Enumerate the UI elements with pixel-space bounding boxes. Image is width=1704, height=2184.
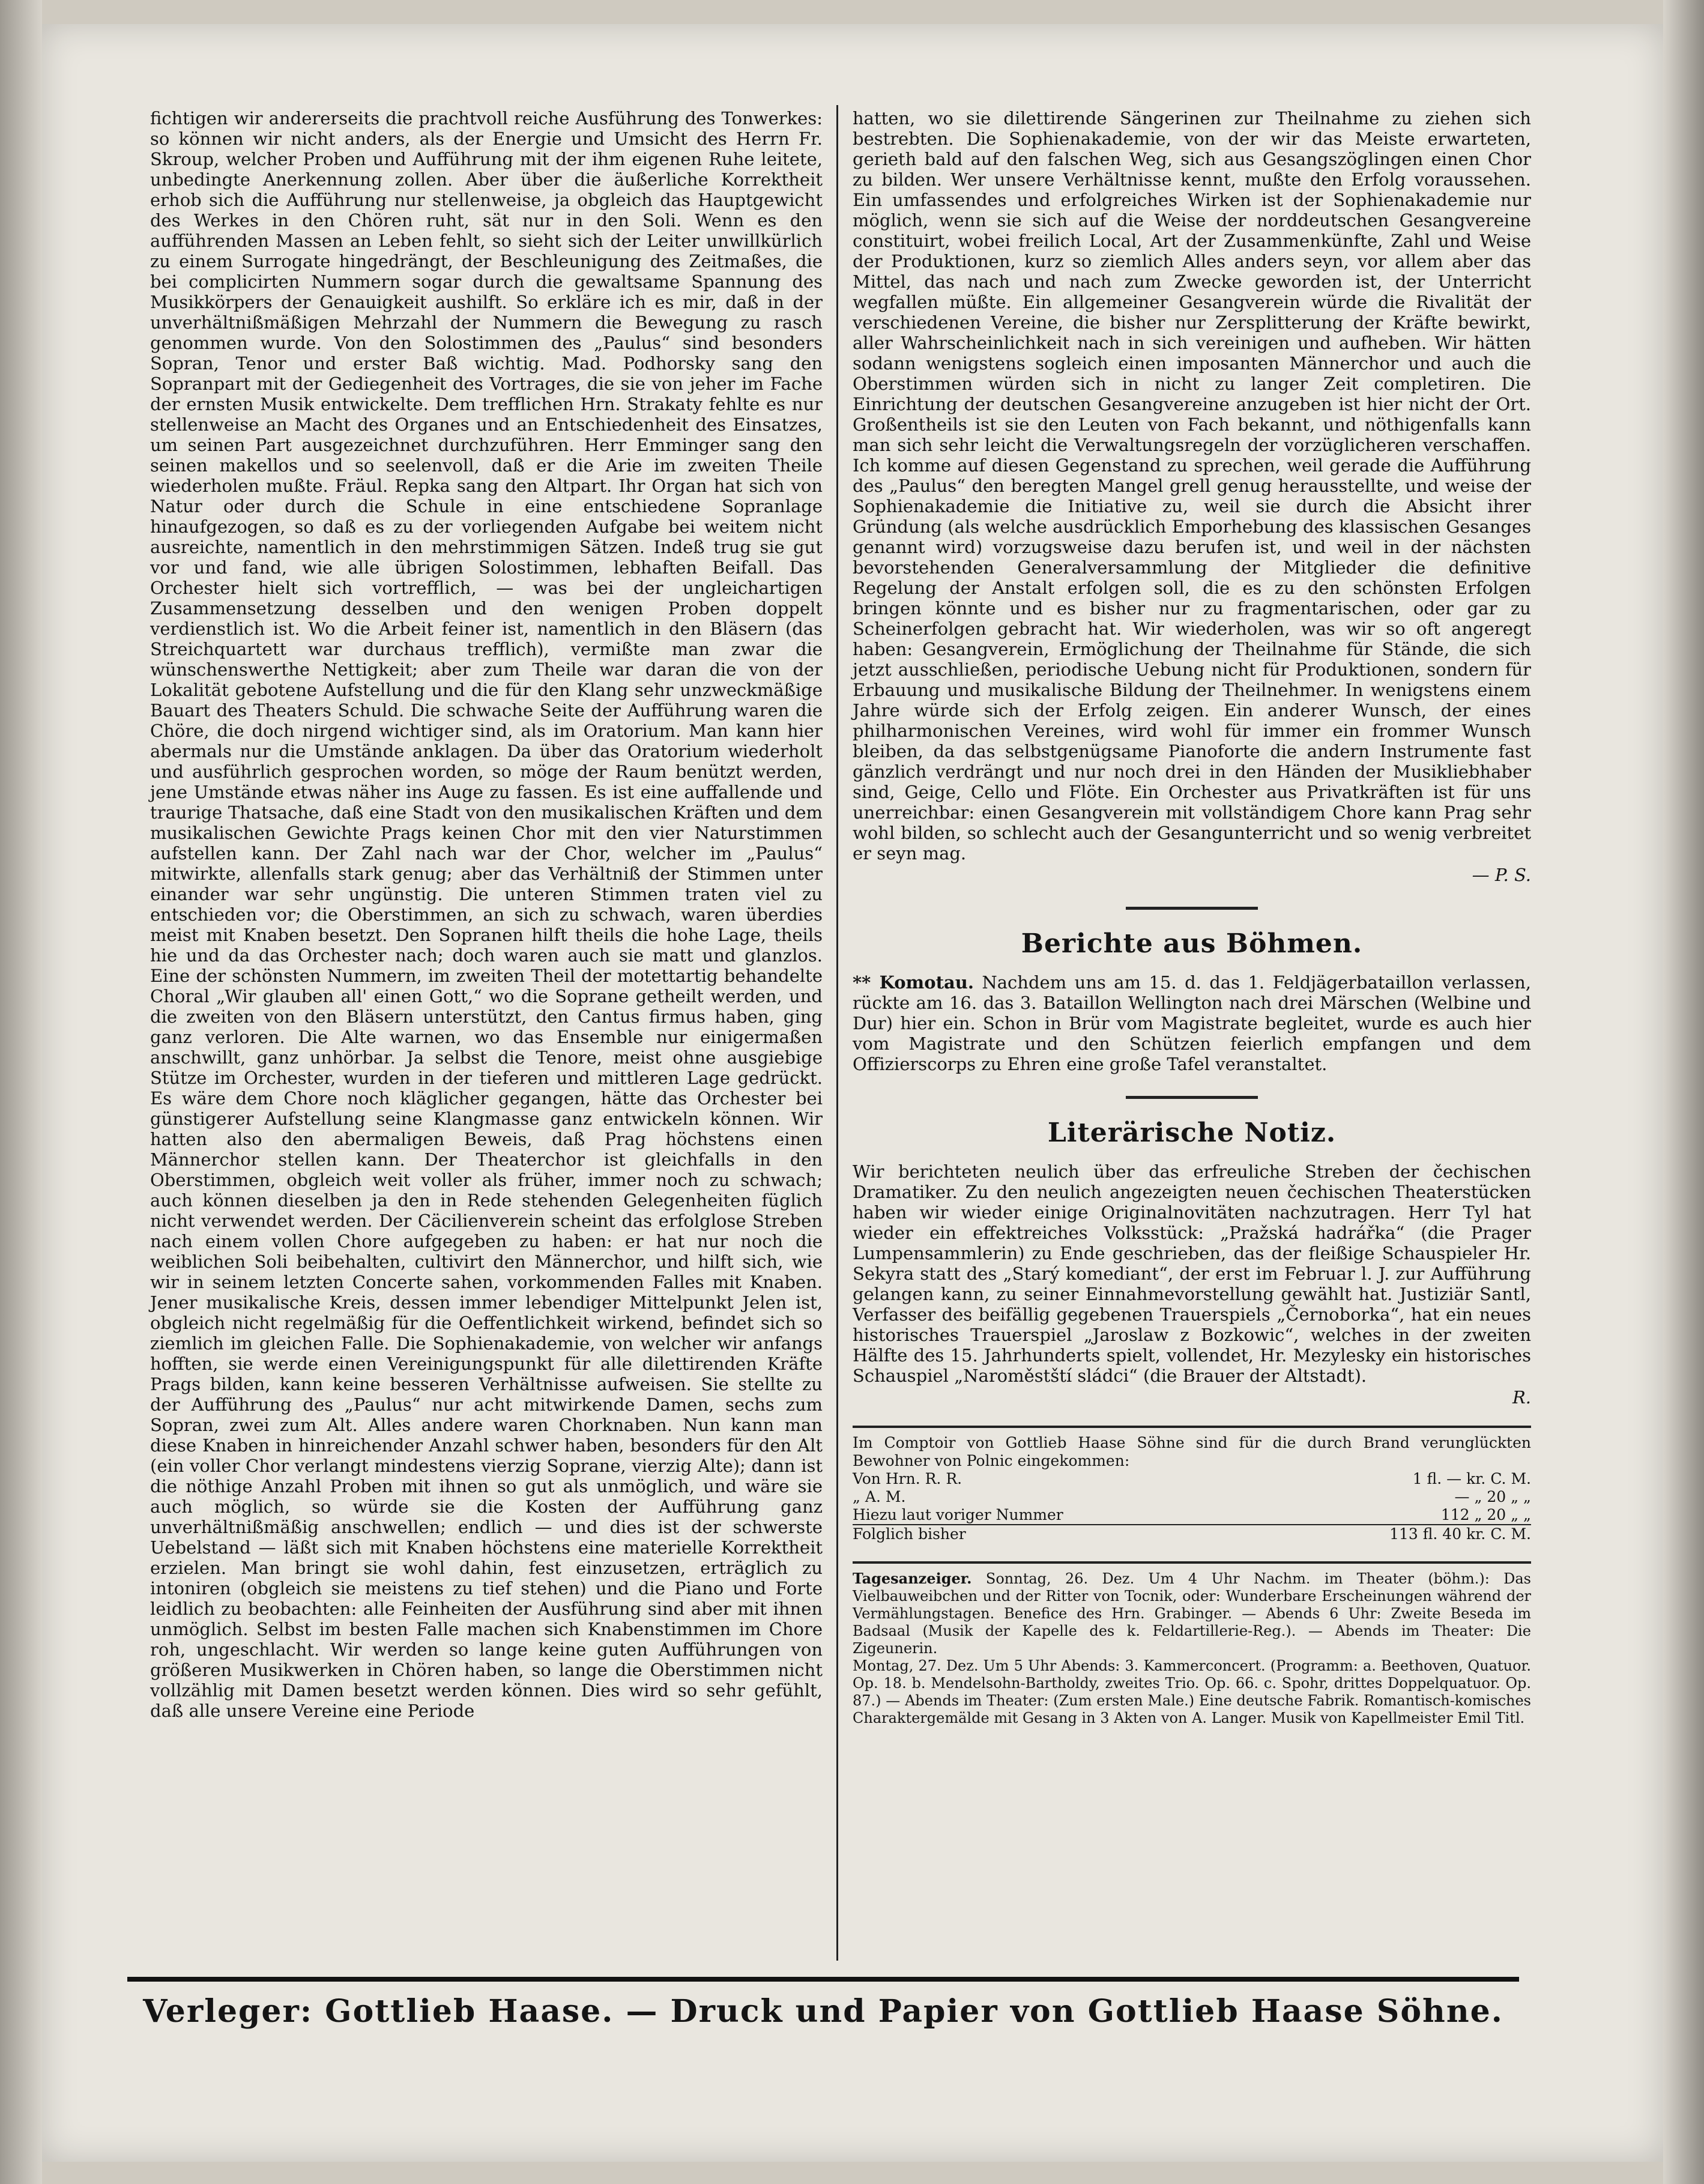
donation-top-rule	[853, 1426, 1531, 1428]
table-row	[853, 1488, 1531, 1506]
donation-label: Hiezu laut voriger Nummer	[853, 1506, 1063, 1523]
donation-amount: — „ 20 „ „	[1454, 1488, 1531, 1505]
donation-label: „ A. M.	[853, 1488, 906, 1505]
donation-amount: 1 fl. — kr. C. M.	[1412, 1470, 1531, 1487]
section-rule	[1126, 1096, 1258, 1099]
donation-amount: 112 „ 20 „ „	[1440, 1506, 1531, 1523]
page-left-edge	[0, 0, 42, 2184]
left-column	[150, 108, 823, 1721]
footer-rule	[127, 1977, 1519, 1982]
table-row	[853, 1470, 1531, 1488]
calendar-top-rule	[853, 1561, 1531, 1564]
right-column	[853, 108, 1531, 1727]
section-rule	[1126, 907, 1258, 910]
daily-calendar	[853, 1570, 1531, 1727]
section-title-berichte: Berichte aus Böhmen.	[1021, 928, 1363, 959]
table-row	[853, 1506, 1531, 1525]
calendar-entry	[853, 1570, 1531, 1657]
section-title-literarische: Literärische Notiz.	[1047, 1118, 1337, 1148]
calendar-lead: Tagesanzeiger.	[853, 1570, 972, 1587]
literary-signature: R.	[1512, 1387, 1531, 1408]
right-column-paragraph: hatten, wo sie dilettirende Sängerinen zur Theilnahme zu ziehen sich bestrebten. Die Sophienakademie, von der wir das Meiste erwarteten, gerieth bald auf den falschen Weg, sich aus Gesangszöglingen einen Chor zu bilden. Wer unsere Verhältnisse kennt, mußte den Erfolg voraussehen. Ein umfassendes und erfolgreiches Wirken ist der Sophienakademie nur möglich, wenn sie sich auf die Weise der norddeutschen Gesangvereine constituirt, wobei freilich Local, Art der Zusammenkünfte, Zahl und Weise der Produktionen, kurz so ziemlich Alles anders seyn, vor allem aber das Mittel, das nach und nach zum Zwecke geworden ist, der Unterricht wegfallen müßte. Ein allgemeiner Gesangverein würde die Rivalität der verschiedenen Vereine, die bisher nur Zersplitterung der Kräfte bewirkt, aller Wahrscheinlichkeit nach in sich vereinigen und aufheben. Wir hätten sodann wenigstens sogleich einen imposanten Männerchor und auch die Oberstimmen würden sich in nicht zu langer Zeit completiren. Die Einrichtung der deutschen Gesangvereine anzugeben ist hier nicht der Ort. Großentheils ist sie den Leuten von Fach bekannt, und nöthigenfalls kann man sich sehr leicht die Verwaltungsregeln der vorzüglicheren verschaffen. Ich komme auf diesen Gegenstand zu sprechen, weil gerade die Aufführung des „Paulus“ den beregten Mangel grell genug herausstellte, und weise der Sophienakademie die Initiative zu, weil sie durch die Absicht ihrer Gründung (als welche ausdrücklich Emporhebung des klassischen Gesanges genannt wird) vorzugsweise dazu berufen ist, und weil in der nächsten bevorstehenden Generalversammlung der Mitglieder die definitive Regelung der Anstalt erfolgen soll, die es zu den schönsten Erfolgen bringen könnte und es bisher nur zu fragmentarischen, oder gar zu Scheinerfolgen gebracht hat. Wir wiederholen, was wir so oft angeregt haben: Gesangverein, Ermöglichung der Theilnahme für Stände, die sich jetzt ausschließen, periodische Uebung nicht für Produktionen, sondern für Erbauung und musikalische Bildung der Theilnehmer. In wenigstens einem Jahre würde sich der Erfolg zeigen. Ein anderer Wunsch, der eines philharmonischen Vereines, wird wohl für immer ein frommer Wunsch bleiben, da das selbstgenügsame Pianoforte die andern Instrumente fast gänzlich verdrängt und nur noch drei in den Händen der Musikliebhaber sind, Geige, Cello und Flöte. Ein Orchester aus Privatkräften ist für uns unerreichbar: einen Gesangverein mit vollständigem Chore kann Prag sehr wohl bilden, so schlecht auch der Gesangunterricht und so wenig verbreitet er seyn mag.	[853, 108, 1531, 864]
donation-label: Von Hrn. R. R.	[853, 1470, 962, 1487]
publisher-footer: Verleger: Gottlieb Haase. — Druck und Papier von Gottlieb Haase Söhne.	[143, 1993, 1503, 2030]
komotau-report	[853, 972, 1531, 1074]
donation-total-label: Folglich bisher	[853, 1525, 1258, 1543]
komotau-text: Nachdem uns am 15. d. das 1. Feldjägerbataillon verlassen, rückte am 16. das 3. Bataillon Wellington nach drei Märschen (Welbine und Dur) hier ein. Schon in Brür vom Magistrate begleitet, wurde es auch hier vom Magistrate und den Schützen feierlich empfangen und dem Offizierscorps zu Ehren eine große Tafel veranstaltet.	[853, 972, 1531, 1074]
page-right-edge	[1663, 0, 1704, 2184]
article-signature: — P. S.	[1472, 865, 1531, 885]
calendar-entry: Montag, 27. Dez. Um 5 Uhr Abends: 3. Kammerconcert. (Programm: a. Beethoven, Quatuor. Op. 18. b. Mendelsohn-Bartholdy, zweites Trio. Op. 66. c. Spohr, drittes Doppelquatuor. Op. 87.) — Abends im Theater: (Zum ersten Male.) Eine deutsche Fabrik. Romantisch-komisches Charaktergemälde mit Gesang in 3 Akten von A. Langer. Musik von Kapellmeister Emil Titl.	[853, 1657, 1531, 1726]
calendar-entry-text: Sonntag, 26. Dez. Um 4 Uhr Nachm. im Theater (böhm.): Das Vielbauweibchen und der Ritter von Tocnik, oder: Wunderbare Erscheinungen während der Vermählungstagen. Benefice des Hrn. Grabinger. — Abends 6 Uhr: Zweite Beseda im Badsaal (Musik der Kapelle des k. Feldartillerie-Reg.). — Abends im Theater: Die Zigeunerin.	[853, 1570, 1531, 1657]
donation-total-amount: 113 fl. 40 kr. C. M.	[1258, 1525, 1531, 1543]
column-divider	[836, 105, 838, 1961]
donation-heading: Im Comptoir von Gottlieb Haase Söhne sind für die durch Brand verunglückten Bewohner von Polnic eingekommen:	[853, 1434, 1531, 1469]
donation-table	[853, 1470, 1531, 1543]
literary-notice: Wir berichteten neulich über das erfreuliche Streben der čechischen Dramatiker. Zu den neulich angezeigten neuen čechischen Theaterstücken haben wir wieder einige Originalnovitäten nachzutragen. Herr Tyl hat wieder ein effektreiches Volksstück: „Pražská hadrářka“ (die Prager Lumpensammlerin) zu Ende geschrieben, das der fleißige Schauspieler Hr. Sekyra statt des „Starý komediant“, der erst im Februar l. J. zur Aufführung gelangen kann, zu seiner Einnahmevorstellung gewählt hat. Justiziär Santl, Verfasser des beifällig gegebenen Trauerspiels „Černoborka“, hat ein neues historisches Trauerspiel „Jaroslaw z Bozkowic“, welches in der zweiten Hälfte des 15. Jahrhunderts spielt, vollendet, Hr. Mezylesky ein historisches Schauspiel „Naroměstští sládci“ (die Brauer der Altstadt).	[853, 1161, 1531, 1386]
komotau-lead: ** Komotau.	[853, 972, 974, 993]
left-column-paragraph: fichtigen wir andererseits die prachtvoll reiche Ausführung des Tonwerkes: so können wir nicht anders, als der Energie und Umsicht des Herrn Fr. Skroup, welcher Proben und Aufführung mit der ihm eigenen Ruhe leitete, unbedingte Anerkennung zollen. Aber über die äußerliche Korrektheit erhob sich die Aufführung nur stellenweise, ja obgleich das Hauptgewicht des Werkes in den Chören ruht, sät nur in den Soli. Wenn es den aufführenden Massen an Leben fehlt, so sieht sich der Leiter unwillkürlich zu einem Surrogate hingedrängt, der Beschleunigung des Zeitmaßes, die bei complicirten Nummern sogar durch die gewaltsame Spannung des Musikkörpers der Genauigkeit aushilft. So erkläre ich es mir, daß in der unverhältnißmäßigen Mehrzahl der Nummern die Bewegung zu rasch genommen wurde. Von den Solostimmen des „Paulus“ sind besonders Sopran, Tenor und erster Baß wichtig. Mad. Podhorsky sang den Sopranpart mit der Gediegenheit des Vortrages, die sie von jeher im Fache der ernsten Musik entwickelte. Dem trefflichen Hrn. Strakaty fehlte es nur stellenweise an Macht des Organes und an Entschiedenheit des Einsatzes, um seinen Part ausgezeichnet durchzuführen. Herr Emminger sang den seinen makellos und so seelenvoll, daß er die Arie im zweiten Theile wiederholen mußte. Fräul. Repka sang den Altpart. Ihr Organ hat sich von Natur oder durch die Schule in eine entschiedene Sopranlage hinaufgezogen, so daß es zu der vorliegenden Aufgabe bei weitem nicht ausreichte, namentlich in den mehrstimmigen Sätzen. Indeß trug sie gut vor und fand, wie alle übrigen Solostimmen, lebhaften Beifall. Das Orchester hielt sich vortrefflich, — was bei der ungleichartigen Zusammensetzung desselben und den wenigen Proben doppelt verdienstlich ist. Wo die Arbeit feiner ist, namentlich in den Bläsern (das Streichquartett war durchaus trefflich), vermißte man zwar die wünschenswerthe Nettigkeit; aber zum Theile war daran die von der Lokalität gebotene Aufstellung und die für den Klang sehr unzweckmäßige Bauart des Theaters Schuld. Die schwache Seite der Aufführung waren die Chöre, die doch nirgend wichtiger sind, als im Oratorium. Man kann hier abermals nur die Umstände anklagen. Da über das Oratorium wiederholt und ausführlich gesprochen worden, so möge der Raum benützt werden, jene Umstände etwas näher ins Auge zu fassen. Es ist eine auffallende und traurige Thatsache, daß eine Stadt von den musikalischen Kräften und dem musikalischen Gewichte Prags keinen Chor mit den vier Naturstimmen aufstellen kann. Der Zahl nach war der Chor, welcher im „Paulus“ mitwirkte, allenfalls stark genug; aber das Verhältniß der Stimmen unter einander war sehr ungünstig. Die unteren Stimmen traten viel zu entschieden vor; die Oberstimmen, an sich zu schwach, waren überdies meist mit Knaben besetzt. Den Sopranen hilft theils die hohe Lage, theils hie und da das Orchester nach; doch waren auch sie matt und glanzlos. Eine der schönsten Nummern, im zweiten Theil der motettartig behandelte Choral „Wir glauben all' einen Gott,“ wo die Soprane getheilt werden, und die zweiten von den Bläsern unterstützt, den Cantus firmus haben, ging ganz verloren. Die Alte warnen, wo das Ensemble nur einigermaßen anschwillt, ganz unhörbar. Ja selbst die Tenore, meist ohne ausgiebige Stütze im Orchester, wurden in der tieferen und mittleren Lage gedrückt. Es wäre dem Chore noch kläglicher gegangen, hätte das Orchester bei günstigerer Aufstellung seine Klangmasse ganz entwickeln können. Wir hatten also den abermaligen Beweis, daß Prag höchstens einen Männerchor stellen kann. Der Theaterchor ist gleichfalls in den Oberstimmen, obgleich weit voller als früher, immer noch zu schwach; auch können dieselben ja den in Rede stehenden Gelegenheiten füglich nicht verwendet werden. Der Cäcilienverein scheint das erfolglose Streben nach einem vollen Chore aufgegeben zu haben: er hat nur noch die weiblichen Soli beibehalten, cultivirt den Männerchor, und hilft sich, wie wir in seinem letzten Concerte sahen, vorkommenden Falles mit Knaben. Jener musikalische Kreis, dessen immer lebendiger Mittelpunkt Jelen ist, obgleich nicht regelmäßig für die Oeffentlichkeit wirkend, befindet sich so ziemlich im gleichen Falle. Die Sophienakademie, von welcher wir anfangs hofften, sie werde einen Vereinigungspunkt für alle dilettirenden Kräfte Prags bilden, kann keine besseren Verhältnisse aufweisen. Sie stellte zu der Aufführung des „Paulus“ nur acht mitwirkende Damen, sechs zum Sopran, zwei zum Alt. Alles andere waren Chorknaben. Nun kann man diese Knaben in hinreichender Anzahl schwer haben, besonders für den Alt (ein voller Chor verlangt mindestens vierzig Soprane, vierzig Alte); dann ist die nöthige Anzahl Proben mit ihnen so gut als unmöglich, und wäre sie auch möglich, so würde sie die Kosten der Aufführung ganz unverhältnißmäßig anschwellen; endlich — und dies ist der schwerste Uebelstand — läßt sich mit Knaben höchstens eine materielle Korrektheit erzielen. Man bringt sie wohl dahin, fest einzusetzen, erträglich zu intoniren (obgleich sie meistens zu tief stehen) und die Piano und Forte leidlich zu beobachten: alle Feinheiten der Ausführung sind aber mit ihnen unmöglich. Selbst im besten Falle machen sich Knabenstimmen im Chore roh, ungeschlacht. Wir werden so lange keine guten Aufführungen von größeren Musikwerken in Chören haben, so lange die Oberstimmen nicht vollzählig mit Damen besetzt werden können. Dies wird so sehr gefühlt, daß alle unsere Vereine eine Periode	[150, 108, 823, 1721]
table-row	[853, 1525, 1531, 1543]
